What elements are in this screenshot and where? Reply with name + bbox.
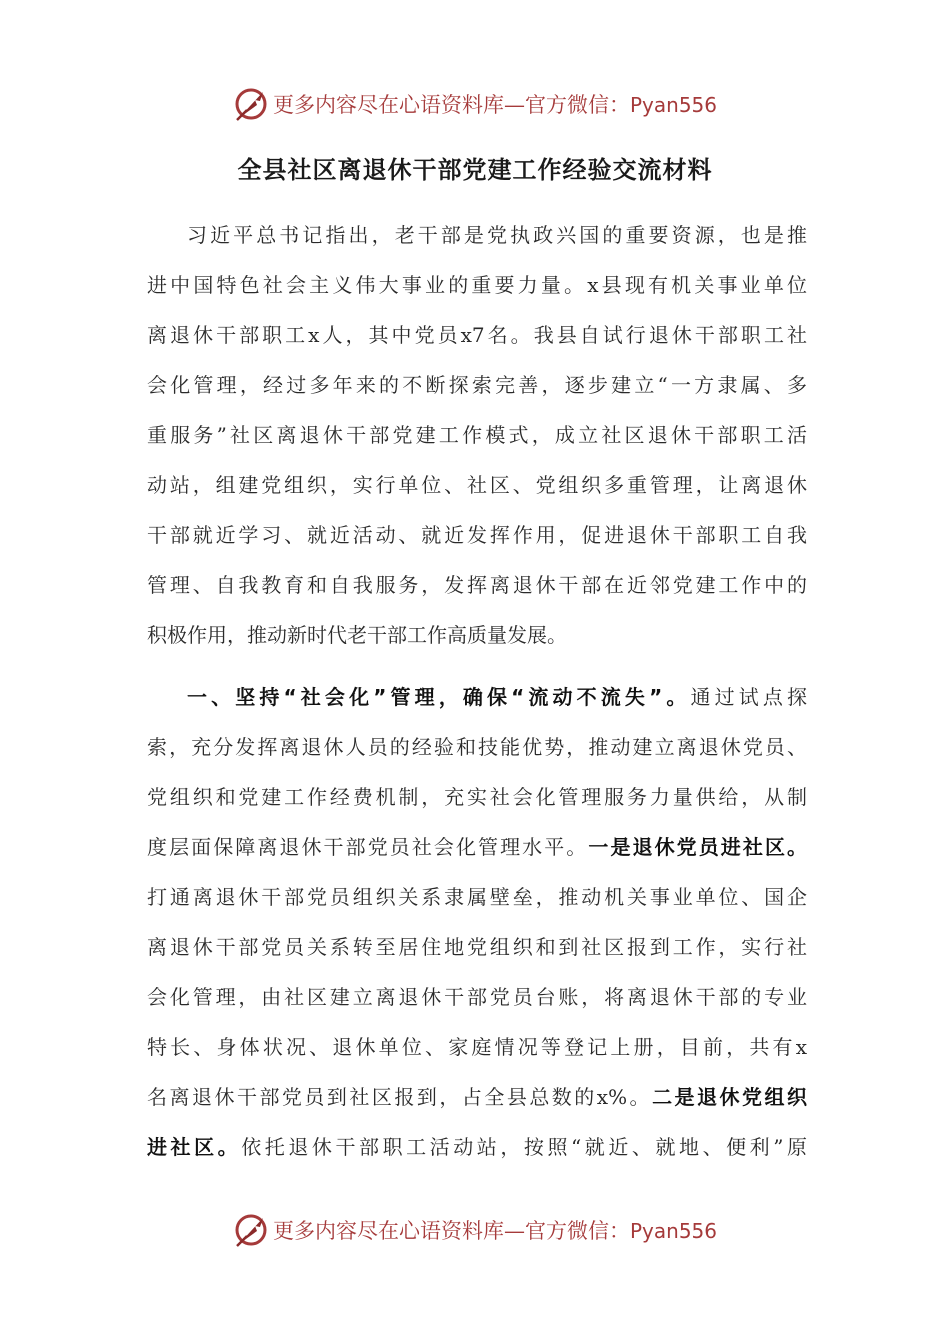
paragraph-line: 党组织和党建工作经费机制，充实社会化管理服务力量供给，从制 xyxy=(147,785,807,809)
paragraph-line: 一、坚持“社会化”管理，确保“流动不流失”。通过试点探 xyxy=(187,685,808,709)
paragraph-line: 进社区。依托退休干部职工活动站，按照“就近、就地、便利”原 xyxy=(147,1135,808,1159)
paragraph-line: 进中国特色社会主义伟大事业的重要力量。x县现有机关事业单位 xyxy=(147,273,807,297)
paragraph-line: 离退休干部党员关系转至居住地党组织和到社区报到工作，实行社 xyxy=(147,935,807,959)
quill-seal-icon xyxy=(233,86,269,122)
paragraph-line: 积极作用，推动新时代老干部工作高质量发展。 xyxy=(147,623,567,647)
paragraph-line: 重服务”社区离退休干部党建工作模式，成立社区退休干部职工活 xyxy=(147,423,807,447)
paragraph-line: 会化管理，由社区建立离退休干部党员台账，将离退休干部的专业 xyxy=(147,985,807,1009)
paragraph-line: 干部就近学习、就近活动、就近发挥作用，促进退休干部职工自我 xyxy=(147,523,807,547)
paragraph-line: 习近平总书记指出，老干部是党执政兴国的重要资源，也是推 xyxy=(187,223,807,247)
paragraph-line: 索，充分发挥离退休人员的经验和技能优势，推动建立离退休党员、 xyxy=(147,735,807,759)
paragraph-line: 名离退休干部党员到社区报到，占全县总数的x%。二是退休党组织 xyxy=(147,1085,807,1109)
paragraph-line: 动站，组建党组织，实行单位、社区、党组织多重管理，让离退休 xyxy=(147,473,807,497)
paragraph-1 xyxy=(147,210,807,660)
paragraph-line: 会化管理，经过多年来的不断探索完善，逐步建立“一方隶属、多 xyxy=(147,373,807,397)
paragraph-line: 打通离退休干部党员组织关系隶属壁垒，推动机关事业单位、国企 xyxy=(147,885,807,909)
watermark-banner-top xyxy=(0,84,950,124)
document-title: 全县社区离退休干部党建工作经验交流材料 xyxy=(237,156,713,184)
bold-subheading: 进社区。 xyxy=(147,1135,242,1159)
watermark-text: 更多内容尽在心语资料库—官方微信：Pyan556 xyxy=(272,1219,717,1243)
paragraph-line: 离退休干部职工x人，其中党员x7名。我县自试行退休干部职工社 xyxy=(147,323,807,347)
paragraph-line: 特长、身体状况、退休单位、家庭情况等登记上册，目前，共有x xyxy=(147,1035,807,1059)
watermark-banner-bottom xyxy=(0,1210,950,1250)
paragraph-line: 管理、自我教育和自我服务，发挥离退休干部在近邻党建工作中的 xyxy=(147,573,807,597)
bold-subheading: 二是退休党组织 xyxy=(652,1085,807,1109)
paragraph-line: 度层面保障离退休干部党员社会化管理水平。一是退休党员进社区。 xyxy=(147,835,808,859)
quill-seal-icon xyxy=(233,1212,269,1248)
bold-subheading: 一是退休党员进社区。 xyxy=(588,835,808,859)
section-heading: 一、坚持“社会化”管理，确保“流动不流失”。 xyxy=(187,685,691,709)
watermark-text: 更多内容尽在心语资料库—官方微信：Pyan556 xyxy=(272,93,717,117)
paragraph-2 xyxy=(147,672,807,1172)
